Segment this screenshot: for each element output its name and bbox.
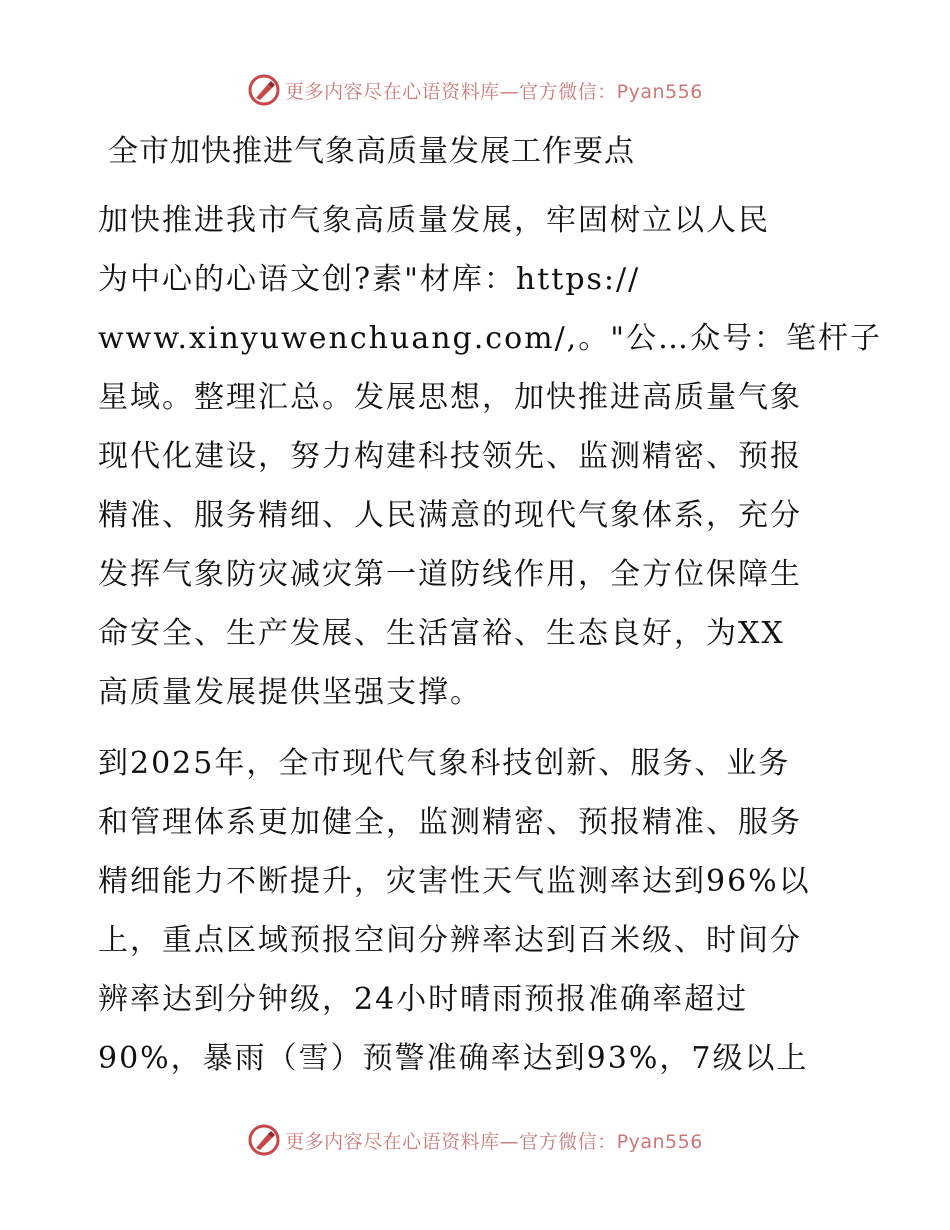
pen-logo-icon xyxy=(247,1123,281,1157)
watermark-banner-top xyxy=(0,70,950,110)
paragraph-line: 为中心的心语文创?素"材库：https:// xyxy=(98,262,641,297)
paragraph-line: 命安全、生产发展、生活富裕、生态良好，为XX xyxy=(98,616,785,651)
paragraph-line: 90%，暴雨（雪）预警准确率达到93%，7级以上 xyxy=(98,1041,809,1076)
paragraph-line: 和管理体系更加健全，监测精密、预报精准、服务 xyxy=(98,805,802,840)
paragraph-line: 星域。整理汇总。发展思想，加快推进高质量气象 xyxy=(98,380,802,415)
paragraph-line: 精准、服务精细、人民满意的现代气象体系，充分 xyxy=(98,498,802,533)
watermark-banner-bottom xyxy=(0,1120,950,1160)
paragraph-line: www.xinyuwenchuang.com/,。"公…众号：笔杆子 xyxy=(98,321,883,356)
pen-logo-icon xyxy=(247,73,281,107)
watermark-text: 更多内容尽在心语资料库—官方微信：Pyan556 xyxy=(285,80,703,103)
paragraph-2 xyxy=(98,734,858,1088)
paragraph-line: 到2025年，全市现代气象科技创新、服务、业务 xyxy=(98,746,791,781)
paragraph-line: 精细能力不断提升，灾害性天气监测率达到96%以 xyxy=(98,864,811,899)
watermark-text: 更多内容尽在心语资料库—官方微信：Pyan556 xyxy=(285,1130,703,1153)
paragraph-line: 加快推进我市气象高质量发展，牢固树立以人民 xyxy=(98,203,770,238)
document-title: 全市加快推进气象高质量发展工作要点 xyxy=(108,134,635,169)
paragraph-1 xyxy=(98,191,883,722)
paragraph-line: 上，重点区域预报空间分辨率达到百米级、时间分 xyxy=(98,923,802,958)
paragraph-line: 高质量发展提供坚强支撑。 xyxy=(98,675,482,710)
paragraph-line: 发挥气象防灾减灾第一道防线作用，全方位保障生 xyxy=(98,557,802,592)
paragraph-line: 辨率达到分钟级，24小时晴雨预报准确率超过 xyxy=(98,982,749,1017)
paragraph-line: 现代化建设，努力构建科技领先、监测精密、预报 xyxy=(98,439,802,474)
